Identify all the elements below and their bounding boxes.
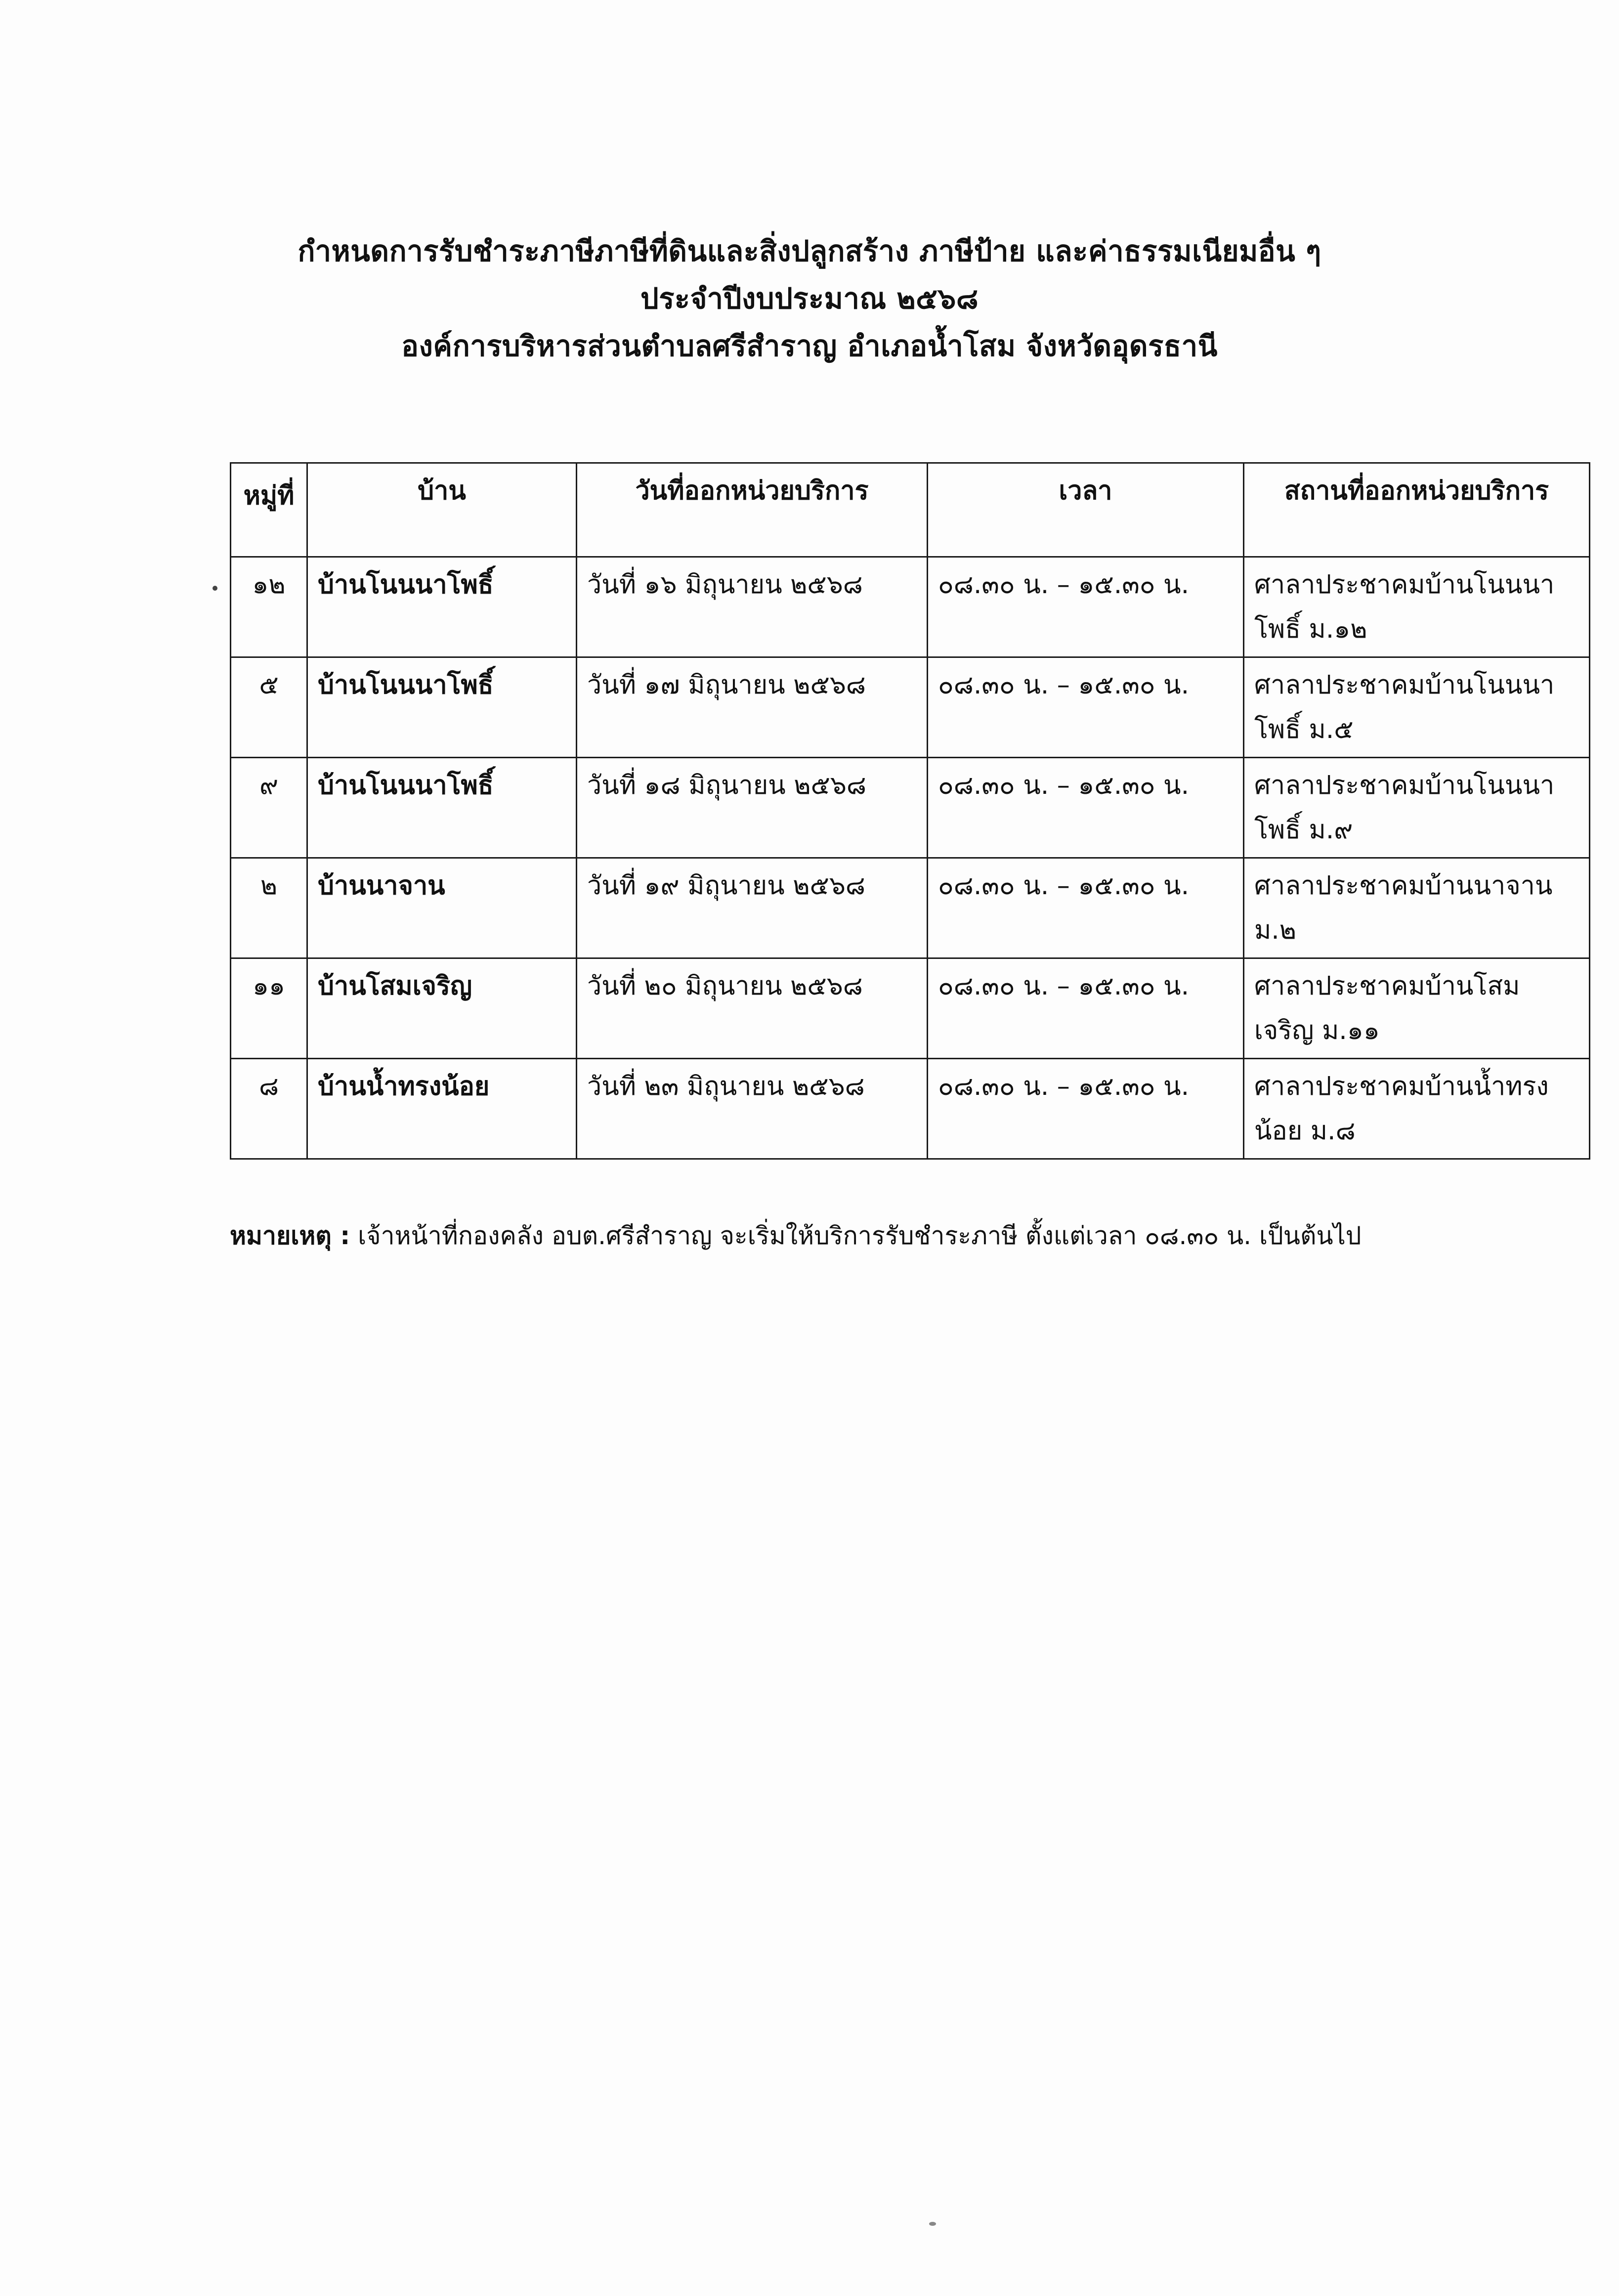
footnote <box>230 1216 1361 1256</box>
cell-place: ศาลาประชาคมบ้านโนนนาโพธิ์ ม.๑๒ <box>1244 557 1590 657</box>
cell-date: วันที่ ๒๐ มิถุนายน ๒๕๖๘ <box>577 958 928 1059</box>
cell-village: บ้านนาจาน <box>307 858 577 958</box>
cell-place: ศาลาประชาคมบ้านโนนนาโพธิ์ ม.๙ <box>1244 758 1590 858</box>
header-moo: หมู่ที่ <box>231 463 307 557</box>
cell-village: บ้านโนนนาโพธิ์ <box>307 557 577 657</box>
cell-place: ศาลาประชาคมบ้านน้ำทรงน้อย ม.๘ <box>1244 1059 1590 1159</box>
cell-date: วันที่ ๑๘ มิถุนายน ๒๕๖๘ <box>577 758 928 858</box>
title-line-2: ประจำปีงบประมาณ ๒๕๖๘ <box>640 282 979 315</box>
scan-speck <box>213 586 217 591</box>
cell-time: ๐๘.๓๐ น. – ๑๕.๓๐ น. <box>928 758 1244 858</box>
cell-time: ๐๘.๓๐ น. – ๑๕.๓๐ น. <box>928 657 1244 758</box>
cell-moo: ๙ <box>231 758 307 858</box>
title-line-3: องค์การบริหารส่วนตำบลศรีสำราญ อำเภอน้ำโสม จังหวัดอุดรธานี <box>401 329 1218 363</box>
cell-place: ศาลาประชาคมบ้านโนนนาโพธิ์ ม.๕ <box>1244 657 1590 758</box>
cell-date: วันที่ ๒๓ มิถุนายน ๒๕๖๘ <box>577 1059 928 1159</box>
cell-moo: ๑๑ <box>231 958 307 1059</box>
table-row <box>231 958 1590 1059</box>
table-row <box>231 758 1590 858</box>
cell-moo: ๘ <box>231 1059 307 1159</box>
cell-time: ๐๘.๓๐ น. – ๑๕.๓๐ น. <box>928 958 1244 1059</box>
cell-village: บ้านโนนนาโพธิ์ <box>307 657 577 758</box>
cell-village: บ้านน้ำทรงน้อย <box>307 1059 577 1159</box>
footnote-text: เจ้าหน้าที่กองคลัง อบต.ศรีสำราญ จะเริ่มให้บริการรับชำระภาษี ตั้งแต่เวลา ๐๘.๓๐ น. เป็นต้นไป <box>350 1221 1362 1250</box>
title-line-1: กำหนดการรับชำระภาษีภาษีที่ดินและสิ่งปลูกสร้าง ภาษีป้าย และค่าธรรมเนียมอื่น ๆ <box>298 234 1321 268</box>
header-place: สถานที่ออกหน่วยบริการ <box>1244 463 1590 557</box>
cell-village: บ้านโสมเจริญ <box>307 958 577 1059</box>
schedule-table <box>230 462 1590 1160</box>
cell-place: ศาลาประชาคมบ้านนาจาน ม.๒ <box>1244 858 1590 958</box>
table-row <box>231 1059 1590 1159</box>
table-row <box>231 858 1590 958</box>
header-date: วันที่ออกหน่วยบริการ <box>577 463 928 557</box>
cell-date: วันที่ ๑๙ มิถุนายน ๒๕๖๘ <box>577 858 928 958</box>
header-time: เวลา <box>928 463 1244 557</box>
header-village: บ้าน <box>307 463 577 557</box>
table-header-row <box>231 463 1590 557</box>
cell-place: ศาลาประชาคมบ้านโสมเจริญ ม.๑๑ <box>1244 958 1590 1059</box>
cell-village: บ้านโนนนาโพธิ์ <box>307 758 577 858</box>
cell-moo: ๑๒ <box>231 557 307 657</box>
cell-time: ๐๘.๓๐ น. – ๑๕.๓๐ น. <box>928 1059 1244 1159</box>
table-row <box>231 557 1590 657</box>
cell-moo: ๒ <box>231 858 307 958</box>
cell-date: วันที่ ๑๖ มิถุนายน ๒๕๖๘ <box>577 557 928 657</box>
footnote-label: หมายเหตุ : <box>230 1221 350 1250</box>
cell-moo: ๕ <box>231 657 307 758</box>
cell-time: ๐๘.๓๐ น. – ๑๕.๓๐ น. <box>928 557 1244 657</box>
scan-speck <box>929 2222 936 2226</box>
cell-time: ๐๘.๓๐ น. – ๑๕.๓๐ น. <box>928 858 1244 958</box>
cell-date: วันที่ ๑๗ มิถุนายน ๒๕๖๘ <box>577 657 928 758</box>
table-row <box>231 657 1590 758</box>
document-title <box>0 227 1619 370</box>
